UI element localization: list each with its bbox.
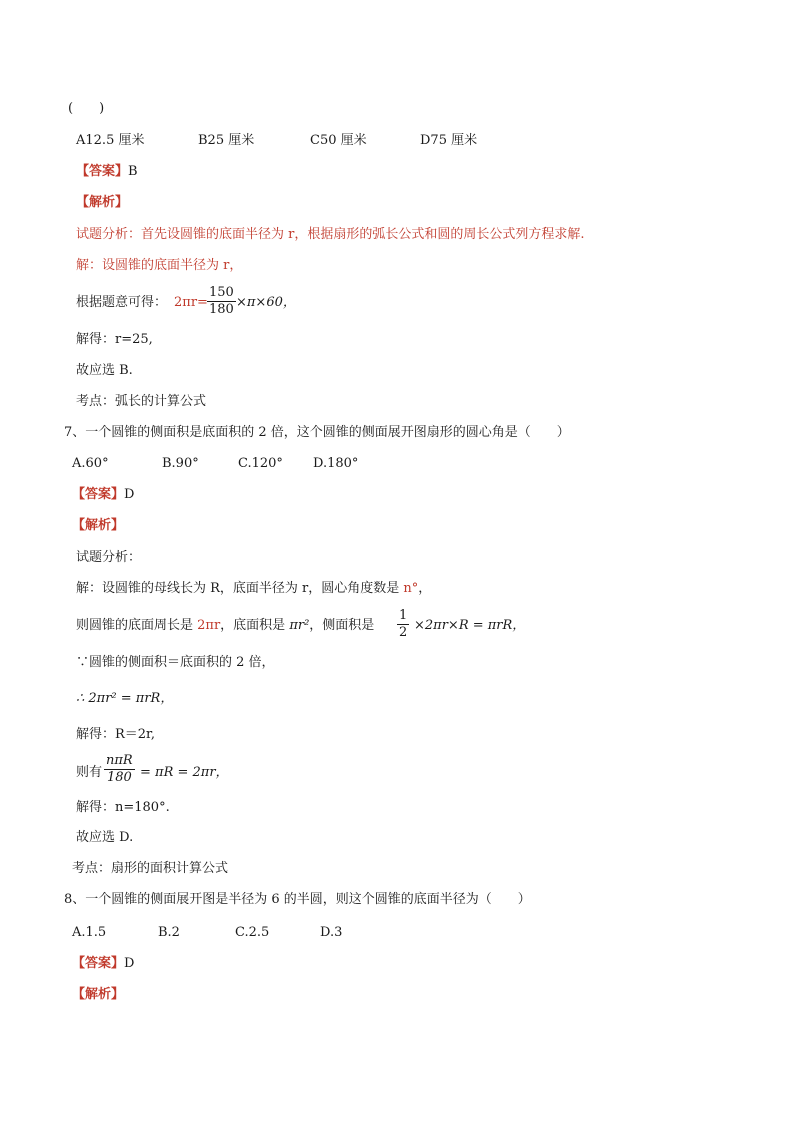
q8-option-b: B.2 (158, 925, 180, 940)
q6-choice-line: 故应选 B. (76, 363, 133, 378)
text-segment: ，底面积是 (220, 618, 290, 633)
text-segment: 解：设圆锥的母线长为 R，底面半径为 r，圆心角度数是 (76, 581, 404, 596)
q6-option-c: C50 厘米 (310, 133, 367, 148)
q7-analysis-line: 试题分析： (76, 550, 142, 565)
q6-fraction (207, 285, 236, 318)
fraction-denominator: 180 (106, 770, 132, 785)
q7-topic-line: 考点：扇形的面积计算公式 (72, 861, 229, 876)
fraction-numerator: 150 (209, 285, 234, 300)
q7-option-b: B.90° (162, 456, 199, 471)
answer-tag: 【答案】 (72, 956, 125, 971)
q7-answer-line (72, 486, 134, 504)
q8-option-c: C.2.5 (235, 925, 270, 940)
q7-option-c: C.120° (238, 456, 283, 471)
q7-option-d: D.180° (313, 456, 359, 471)
q7-solve-line: 解得：n=180°. (76, 800, 170, 815)
q6-option-a: A12.5 厘米 (76, 133, 145, 148)
q6-topic-line: 考点：弧长的计算公式 (76, 394, 207, 409)
q7-fraction-angle (104, 753, 135, 786)
q7-result-line: 解得：R＝2r, (76, 727, 155, 742)
q7-then-formula: = πR = 2πr， (140, 765, 229, 780)
text-segment: 则圆锥的底面周长是 (76, 618, 198, 633)
analysis-tag: 【解析】 (72, 987, 125, 1002)
formula: πr² (289, 618, 310, 633)
q7-area-line (76, 617, 374, 635)
text-segment-red: n° (403, 581, 419, 596)
q7-option-a: A.60° (72, 456, 109, 471)
q7-stem: 7、一个圆锥的侧面积是底面积的 2 倍，这个圆锥的侧面展开图扇形的圆心角是（ ） (64, 425, 570, 440)
q7-therefore-line: ∴ 2πr² = πrR， (76, 691, 174, 706)
answer-value: D (124, 487, 135, 502)
q6-option-b: B25 厘米 (198, 133, 255, 148)
text-segment: ， (418, 581, 432, 596)
q6-analysis-line: 试题分析：首先设圆锥的底面半径为 r，根据扇形的弧长公式和圆的周长公式列方程求解. (76, 227, 585, 242)
answer-tag: 【答案】 (72, 487, 125, 502)
q6-equation-red: 2πr= (174, 295, 208, 310)
q7-because-line: ∵圆锥的侧面积＝底面积的 2 倍， (76, 655, 275, 670)
q6-paren: ( ) (68, 101, 105, 116)
q8-option-d: D.3 (320, 925, 343, 940)
text-segment: ，侧面积是 (309, 618, 375, 633)
analysis-tag: 【解析】 (76, 195, 129, 210)
q6-answer-line (76, 163, 138, 181)
q7-fraction-half (397, 608, 409, 641)
answer-value: D (124, 956, 135, 971)
fraction-denominator: 180 (209, 302, 234, 317)
analysis-tag: 【解析】 (72, 518, 125, 533)
q8-option-a: A.1.5 (72, 925, 107, 940)
q7-choice-line: 故应选 D. (76, 830, 134, 845)
q8-stem: 8、一个圆锥的侧面展开图是半径为 6 的半圆，则这个圆锥的底面半径为（ ） (64, 892, 531, 907)
q6-result-line: 解得：r=25, (76, 332, 153, 347)
q7-solution-line (76, 580, 431, 598)
q6-option-d: D75 厘米 (420, 133, 478, 148)
q7-area-formula: ×2πr×R = πrR， (414, 618, 526, 633)
answer-tag: 【答案】 (76, 164, 129, 179)
q6-solution-line: 解：设圆锥的底面半径为 r， (76, 258, 243, 273)
q6-equation-suffix: ×π×60， (236, 295, 296, 310)
text-segment-red: 2πr (197, 618, 221, 633)
fraction-denominator: 2 (399, 625, 408, 640)
answer-value: B (128, 164, 138, 179)
fraction-numerator: nπR (106, 753, 133, 768)
q8-answer-line (72, 955, 134, 973)
q6-equation-prefix: 根据题意可得： (76, 295, 168, 310)
fraction-numerator: 1 (399, 608, 408, 623)
q7-then-prefix: 则有 (76, 765, 103, 780)
